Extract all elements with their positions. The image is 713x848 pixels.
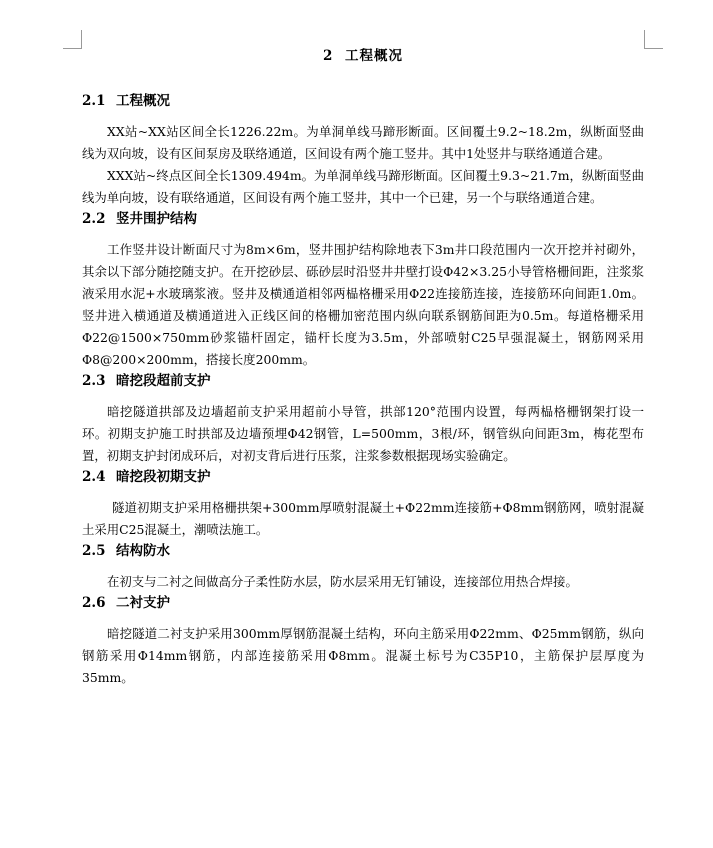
paragraph: 在初支与二衬之间做高分子柔性防水层，防水层采用无钉铺设，连接部位用热合焊接。: [107, 574, 578, 589]
document-page: [82, 44, 644, 689]
section-title: 结构防水: [116, 543, 170, 559]
paragraph: XX站~XX站区间全长1226.22m。为单洞单线马蹄形断面。区间覆土9.2~18.2m，纵断面竖曲线为双向坡，设有区间泵房及联络通道，区间设有两个施工竖井。其中1处竖井与联络通道合建。: [82, 124, 644, 161]
section-number: 2.5: [82, 543, 106, 559]
paragraph: XXX站~终点区间全长1309.494m。为单洞单线马蹄形断面。区间覆土9.3~21.7m，纵断面竖曲线为单向坡，设有联络通道，区间设有两个施工竖井，其中一个已建，另一个与联络通道合建。: [82, 168, 644, 205]
section-title: 暗挖段超前支护: [116, 373, 211, 389]
paragraph: 暗挖隧道二衬支护采用300mm厚钢筋混凝土结构，环向主筋采用Φ22mm、Φ25mm钢筋，纵向钢筋采用Φ14mm钢筋，内部连接筋采用Φ8mm。混凝土标号为C35P10，主筋保护层厚度为35mm。: [82, 626, 644, 685]
paragraph: 隧道初期支护采用格栅拱架+300mm厚喷射混凝土+Φ22mm连接筋+Φ8mm钢筋网，喷射混凝土采用C25混凝土，潮喷法施工。: [82, 500, 644, 537]
section-2-4: [82, 467, 644, 541]
section-title: 暗挖段初期支护: [116, 469, 211, 485]
paragraph: 暗挖隧道拱部及边墙超前支护采用超前小导管，拱部120°范围内设置，每两榀格栅钢架打设一环。初期支护施工时拱部及边墙预埋Φ42钢管，L=500mm，3根/环，钢管纵向间距3m，梅花型布置，初期支护封闭成环后，对初支背后进行压浆，注浆参数根据现场实验确定。: [82, 404, 644, 463]
chapter-number: 2: [322, 48, 334, 64]
paragraph: 工作竖井设计断面尺寸为8m×6m，竖井围护结构除地表下3m井口段范围内一次开挖并衬砌外，其余以下部分随挖随支护。在开挖砂层、砾砂层时沿竖井井壁打设Φ42×3.25小导管格栅间距，注浆浆液采用水泥+水玻璃浆液。竖井及横通道相邻两榀格栅采用Φ22连接筋连接，连接筋环向间距1.0m。竖井进入横通道及横通道进入正线区间的格栅加密范围内纵向联系钢筋间距为0.5m。每道格栅采用Φ22@1500×750mm砂浆锚杆固定，锚杆长度为3.5m，外部喷射C25早强混凝土，钢筋网采用Φ8@200×200mm，搭接长度200mm。: [82, 242, 644, 367]
section-2-1: [82, 91, 644, 209]
section-title: 工程概况: [116, 93, 170, 109]
section-number: 2.4: [82, 469, 106, 485]
section-heading: [82, 467, 644, 487]
section-2-3: [82, 371, 644, 467]
section-2-6: [82, 593, 644, 689]
chapter-title-text: 工程概况: [345, 48, 404, 64]
section-heading: [82, 593, 644, 613]
section-heading: [82, 371, 644, 391]
section-number: 2.3: [82, 373, 106, 389]
page-corner-mark-top-right: [644, 30, 663, 49]
section-heading: [82, 541, 644, 561]
section-2-5: [82, 541, 644, 593]
section-heading: [82, 209, 644, 229]
chapter-title: [82, 44, 644, 64]
section-title: 二衬支护: [116, 595, 170, 611]
section-2-2: [82, 209, 644, 371]
section-number: 2.2: [82, 211, 106, 227]
section-heading: [82, 91, 644, 111]
page-corner-mark-top-left: [63, 30, 82, 49]
section-number: 2.1: [82, 93, 106, 109]
section-number: 2.6: [82, 595, 106, 611]
section-title: 竖井围护结构: [116, 211, 197, 227]
